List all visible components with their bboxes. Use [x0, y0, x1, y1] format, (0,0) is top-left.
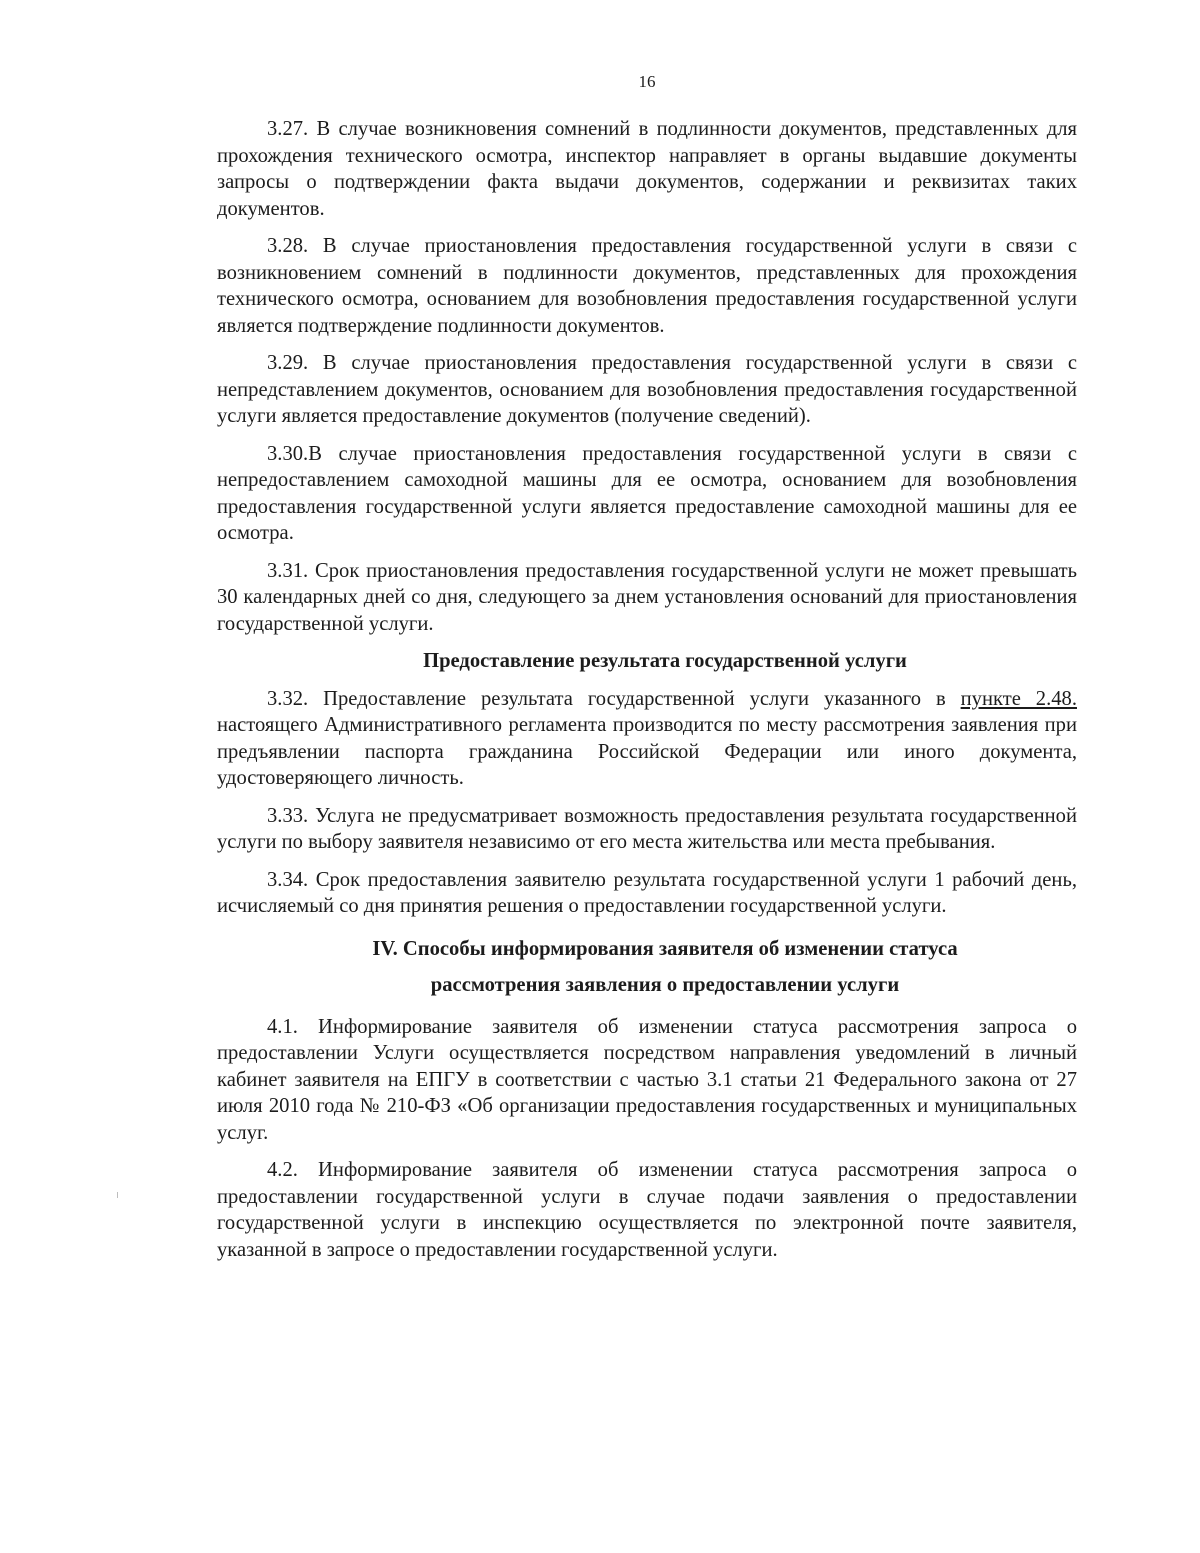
scan-artifact	[117, 1192, 118, 1198]
section-heading-result: Предоставление результата государственной услуги	[423, 650, 907, 672]
chapter-heading-line-2: рассмотрения заявления о предоставлении услуги	[430, 973, 900, 996]
paragraph-3-33: 3.33. Услуга не предусматривает возможность предоставления результата государственной услуги по выбору заявителя независимо от его места жительства или места пребывания.	[217, 804, 1077, 853]
paragraph-3-27: 3.27. В случае возникновения сомнений в подлинности документов, представленных для прохождения технического осмотра, инспектор направляет в органы выдавшие документы запросы о подтверждении факта выдачи документов, содержании и реквизитах таких документов.	[217, 118, 1077, 220]
chapter-heading-line-1: IV. Способы информирования заявителя об изменении статуса	[372, 937, 958, 960]
paragraph-3-32-text-end: настоящего Административного регламента производится по месту рассмотрения заявления при предъявлении паспорта гражданина Российской Федерации или иного документа, удостоверяющего личность.	[217, 714, 1077, 789]
paragraph-3-34: 3.34. Срок предоставления заявителю результата государственной услуги 1 рабочий день, исчисляемый со дня принятия решения о предоставлении государственной услуги.	[217, 868, 1077, 917]
paragraph-3-29: 3.29. В случае приостановления предоставления государственной услуги в связи с непредставлением документов, основанием для возобновления предоставления государственной услуги является предоставление документов (получение сведений).	[217, 352, 1077, 427]
paragraph-3-32	[217, 686, 1077, 792]
paragraph-3-31: 3.31. Срок приостановления предоставления государственной услуги не может превышать 30 календарных дней со дня, следующего за днем установления оснований для приостановления государственной услуги.	[217, 559, 1077, 635]
page-number: 16	[638, 72, 656, 91]
chapter-heading-iv	[217, 931, 1077, 1003]
paragraph-3-32-text-start: 3.32. Предоставление результата государственной услуги указанного в	[267, 687, 961, 710]
paragraph-4-1: 4.1. Информирование заявителя об изменении статуса рассмотрения запроса о предоставлении Услуги осуществляется посредством направления уведомлений в личный кабинет заявителя на ЕПГУ в соответствии с частью 3.1 статьи 21 Федерального закона от 27 июля 2010 года № 210-ФЗ «Об организации предоставления государственных и муниципальных услуг.	[217, 1015, 1077, 1144]
document-body	[217, 116, 1077, 1274]
reference-link-2-48[interactable]: пункте 2.48.	[960, 687, 1077, 710]
paragraph-4-2: 4.2. Информирование заявителя об изменении статуса рассмотрения запроса о предоставлении государственной услуги в случае подачи заявления о предоставлении государственной услуги в инспекцию осуществляется по электронной почте заявителя, указанной в запросе о предоставлении государственной услуги.	[217, 1159, 1077, 1261]
paragraph-3-28: 3.28. В случае приостановления предоставления государственной услуги в связи с возникновением сомнений в подлинности документов, представленных для прохождения технического осмотра, основанием для возобновления предоставления государственной услуги является подтверждение подлинности документов.	[217, 235, 1077, 337]
paragraph-3-30: 3.30.В случае приостановления предоставления государственной услуги в связи с непредоставлением самоходной машины для ее осмотра, основанием для возобновления предоставления государственной услуги является предоставление самоходной машины для ее осмотра.	[217, 442, 1077, 544]
